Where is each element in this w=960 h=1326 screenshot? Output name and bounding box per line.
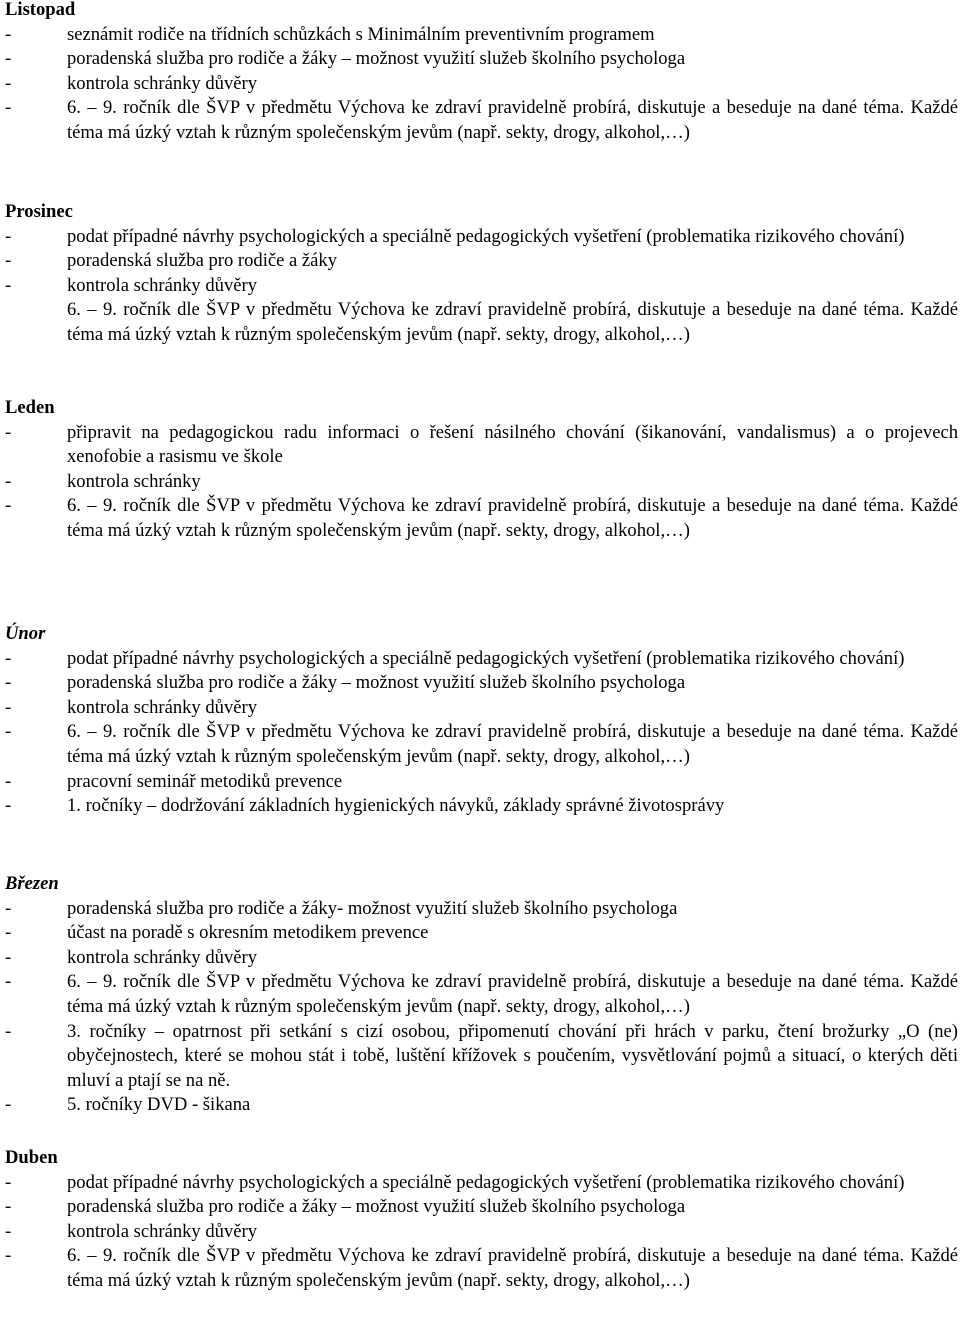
section-heading-listopad: Listopad xyxy=(5,0,76,20)
section-unor xyxy=(5,622,960,819)
item-text: poradenská služba pro rodiče a žáky – možnost využití služeb školního psychologa xyxy=(67,1196,686,1218)
item-text: poradenská služba pro rodiče a žáky – možnost využití služeb školního psychologa xyxy=(67,48,686,70)
list-item xyxy=(5,921,960,946)
item-text: kontrola schránky důvěry xyxy=(67,72,258,94)
section-heading-duben: Duben xyxy=(5,1147,58,1168)
list-item xyxy=(5,696,960,721)
bullet-dash: - xyxy=(5,23,12,45)
list-item xyxy=(5,647,960,672)
bullet-dash: - xyxy=(5,72,12,94)
item-text: 6. – 9. ročník dle ŠVP v předmětu Výchova ke zdraví pravidelně probírá, diskutuje a beseduje na dané téma. Každé téma má úzký vztah k různým společenským jevům (např. sekty, drogy, alkohol,…) xyxy=(67,495,958,541)
item-text: poradenská služba pro rodiče a žáky xyxy=(67,250,338,272)
section-heading-leden: Leden xyxy=(5,397,55,418)
list-item xyxy=(5,47,960,72)
list-item xyxy=(5,794,960,819)
item-text: podat případné návrhy psychologických a speciálně pedagogických vyšetření (problematika rizikového chování) xyxy=(67,1171,905,1193)
list-item xyxy=(5,225,960,250)
item-text: kontrola schránky důvěry xyxy=(67,1220,258,1242)
bullet-dash: - xyxy=(5,1020,12,1042)
section-brezen xyxy=(5,872,960,1118)
list-item xyxy=(5,72,960,97)
item-text: připravit na pedagogickou radu informaci o řešení násilného chování (šikanování, vandalismus) a o projevech xenofobie a rasismu ve škole xyxy=(67,421,958,468)
section-heading-prosinec: Prosinec xyxy=(5,201,73,222)
list-item xyxy=(5,249,960,274)
item-text: 6. – 9. ročník dle ŠVP v předmětu Výchova ke zdraví pravidelně probírá, diskutuje a beseduje na dané téma. Každé téma má úzký vztah k různým společenským jevům (např. sekty, drogy, alkohol,…) xyxy=(67,97,958,143)
list-item xyxy=(5,1020,960,1094)
item-text: 6. – 9. ročník dle ŠVP v předmětu Výchova ke zdraví pravidelně probírá, diskutuje a beseduje na dané téma. Každé téma má úzký vztah k různým společenským jevům (např. sekty, drogy, alkohol,…) xyxy=(67,721,958,767)
list-item xyxy=(5,720,960,769)
item-text: podat případné návrhy psychologických a speciálně pedagogických vyšetření (problematika rizikového chování) xyxy=(67,225,905,247)
list-item xyxy=(5,298,960,347)
item-text: kontrola schránky důvěry xyxy=(67,946,258,968)
list-item xyxy=(5,770,960,795)
section-listopad xyxy=(5,0,960,146)
section-heading-brezen: Březen xyxy=(5,873,59,894)
item-text: podat případné návrhy psychologických a speciálně pedagogických vyšetření (problematika rizikového chování) xyxy=(67,647,905,669)
item-list xyxy=(5,421,960,544)
section-heading-unor: Únor xyxy=(5,623,46,644)
list-item xyxy=(5,494,960,543)
item-text: pracovní seminář metodiků prevence xyxy=(67,770,343,792)
item-text: poradenská služba pro rodiče a žáky- možnost využití služeb školního psychologa xyxy=(67,897,678,919)
list-item xyxy=(5,1244,960,1293)
item-text: 5. ročníky DVD - šikana xyxy=(67,1094,251,1116)
item-list xyxy=(5,647,960,819)
bullet-dash: - xyxy=(5,274,12,296)
bullet-dash: - xyxy=(5,97,12,119)
bullet-dash: - xyxy=(5,946,12,968)
item-text: 3. ročníky – opatrnost při setkání s cizí osobou, připomenutí chování při hrách v parku, čtení brožurky „O (ne) obyčejnostech, které se mohou stát i tobě, luštění křížovek s poučením, vysvětlování pojmů a situací, o kterých děti mluví a ptají se na ně. xyxy=(67,1020,958,1091)
bullet-dash: - xyxy=(5,770,12,792)
list-item xyxy=(5,96,960,145)
bullet-dash: - xyxy=(5,495,12,517)
bullet-dash: - xyxy=(5,721,12,743)
item-text: kontrola schránky xyxy=(67,470,201,492)
bullet-dash: - xyxy=(5,672,12,694)
list-item xyxy=(5,671,960,696)
bullet-dash: - xyxy=(5,1220,12,1242)
list-item xyxy=(5,1195,960,1220)
item-list xyxy=(5,225,960,348)
list-item xyxy=(5,1093,960,1118)
item-text: 6. – 9. ročník dle ŠVP v předmětu Výchova ke zdraví pravidelně probírá, diskutuje a beseduje na dané téma. Každé téma má úzký vztah k různým společenským jevům (např. sekty, drogy, alkohol,…) xyxy=(67,1245,958,1291)
bullet-dash: - xyxy=(5,421,12,443)
section-duben xyxy=(5,1146,960,1294)
list-item xyxy=(5,946,960,971)
bullet-dash: - xyxy=(5,1094,12,1116)
section-prosinec xyxy=(5,200,960,348)
item-text: kontrola schránky důvěry xyxy=(67,274,258,296)
bullet-dash: - xyxy=(5,1245,12,1267)
list-item xyxy=(5,1220,960,1245)
bullet-dash: - xyxy=(5,470,12,492)
list-item xyxy=(5,897,960,922)
item-list xyxy=(5,897,960,1118)
section-leden xyxy=(5,396,960,544)
item-list xyxy=(5,1171,960,1294)
item-text: poradenská služba pro rodiče a žáky – možnost využití služeb školního psychologa xyxy=(67,672,686,694)
bullet-dash: - xyxy=(5,971,12,993)
bullet-dash: - xyxy=(5,48,12,70)
item-text: 1. ročníky – dodržování základních hygienických návyků, základy správné životosprávy xyxy=(67,795,725,817)
list-item xyxy=(5,970,960,1019)
bullet-dash: - xyxy=(5,1196,12,1218)
list-item xyxy=(5,1171,960,1196)
item-list xyxy=(5,23,960,146)
list-item xyxy=(5,421,960,470)
list-item xyxy=(5,23,960,48)
bullet-dash: - xyxy=(5,1171,12,1193)
list-item xyxy=(5,470,960,495)
item-text: seznámit rodiče na třídních schůzkách s Minimálním preventivním programem xyxy=(67,23,655,45)
bullet-dash: - xyxy=(5,696,12,718)
bullet-dash: - xyxy=(5,795,12,817)
item-text: 6. – 9. ročník dle ŠVP v předmětu Výchova ke zdraví pravidelně probírá, diskutuje a beseduje na dané téma. Každé téma má úzký vztah k různým společenským jevům (např. sekty, drogy, alkohol,…) xyxy=(67,299,958,345)
bullet-dash: - xyxy=(5,897,12,919)
bullet-dash: - xyxy=(5,647,12,669)
item-text: účast na poradě s okresním metodikem prevence xyxy=(67,922,429,944)
item-text: kontrola schránky důvěry xyxy=(67,696,258,718)
bullet-dash: - xyxy=(5,225,12,247)
bullet-dash: - xyxy=(5,922,12,944)
bullet-dash: - xyxy=(5,250,12,272)
list-item xyxy=(5,274,960,299)
item-text: 6. – 9. ročník dle ŠVP v předmětu Výchova ke zdraví pravidelně probírá, diskutuje a beseduje na dané téma. Každé téma má úzký vztah k různým společenským jevům (např. sekty, drogy, alkohol,…) xyxy=(67,971,958,1017)
